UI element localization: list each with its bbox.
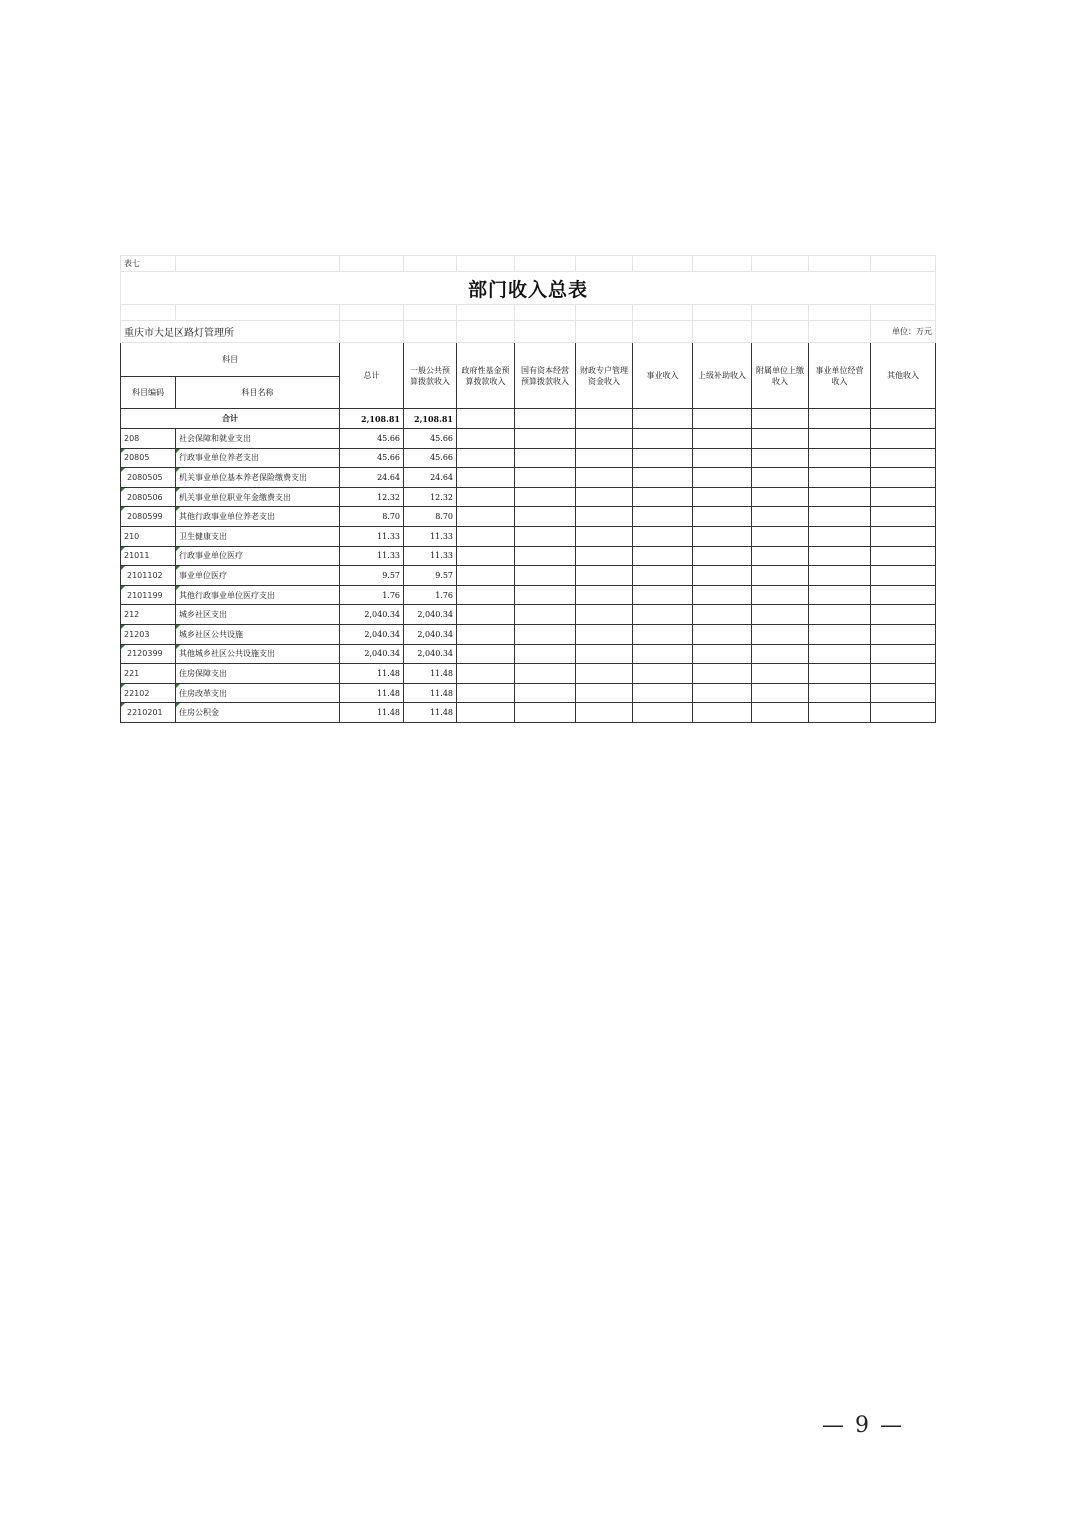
empty-cell (693, 468, 752, 488)
empty-cell (457, 605, 515, 625)
empty-cell (515, 703, 576, 723)
total-cell: 24.64 (340, 468, 404, 488)
empty-cell (633, 624, 693, 644)
table-row (121, 526, 936, 546)
subject-name-cell: 机关事业单位基本养老保险缴费支出 (176, 468, 340, 488)
empty-cell (515, 487, 576, 507)
table-row (121, 585, 936, 605)
total-cell: 45.66 (340, 448, 404, 468)
empty-cell (693, 507, 752, 527)
empty-cell (576, 507, 633, 527)
empty-cell (809, 566, 871, 586)
empty-cell (809, 507, 871, 527)
subject-name-cell: 城乡社区公共设施 (176, 624, 340, 644)
empty-cell (871, 664, 936, 684)
empty-cell (693, 546, 752, 566)
empty-cell (515, 448, 576, 468)
empty-cell (576, 605, 633, 625)
header-business: 事业收入 (633, 343, 693, 409)
empty-cell (693, 683, 752, 703)
revenue-sheet (120, 255, 935, 723)
empty-cell (752, 664, 809, 684)
empty-cell (693, 526, 752, 546)
total-cell: 2,040.34 (340, 605, 404, 625)
subject-code-cell: 2120399 (121, 644, 176, 664)
empty-cell (457, 468, 515, 488)
empty-cell (633, 507, 693, 527)
empty-cell (752, 683, 809, 703)
header-general-budget: 一般公共预算拨款收入 (404, 343, 457, 409)
subject-code-cell: 22102 (121, 683, 176, 703)
empty-cell (457, 624, 515, 644)
general-cell: 2,040.34 (404, 605, 457, 625)
empty-cell (752, 605, 809, 625)
header-state-capital: 国有资本经营预算拨款收入 (515, 343, 576, 409)
general-cell: 45.66 (404, 448, 457, 468)
subject-name-cell: 社会保障和就业支出 (176, 429, 340, 449)
empty-cell (457, 429, 515, 449)
empty-cell (515, 585, 576, 605)
table-row (121, 605, 936, 625)
table-row (121, 664, 936, 684)
empty-cell (693, 664, 752, 684)
empty-cell (693, 585, 752, 605)
subject-name-cell: 卫生健康支出 (176, 526, 340, 546)
total-cell: 2,040.34 (340, 624, 404, 644)
empty-cell (752, 448, 809, 468)
general-cell: 1.76 (404, 585, 457, 605)
subject-name-cell: 机关事业单位职业年金缴费支出 (176, 487, 340, 507)
header-superior-subsidy: 上级补助收入 (693, 343, 752, 409)
empty-cell (576, 703, 633, 723)
total-cell: 11.48 (340, 703, 404, 723)
total-cell: 11.48 (340, 683, 404, 703)
empty-cell (633, 585, 693, 605)
total-row (121, 409, 936, 429)
header-operating: 事业单位经营收入 (809, 343, 871, 409)
total-cell: 2,040.34 (340, 644, 404, 664)
table-row (121, 566, 936, 586)
empty-cell (871, 683, 936, 703)
empty-cell (633, 605, 693, 625)
empty-cell (633, 644, 693, 664)
empty-cell (457, 683, 515, 703)
empty-cell (576, 448, 633, 468)
empty-cell (576, 644, 633, 664)
empty-cell (752, 487, 809, 507)
table-row (121, 507, 936, 527)
subject-name-cell: 其他城乡社区公共设施支出 (176, 644, 340, 664)
general-cell: 24.64 (404, 468, 457, 488)
empty-cell (576, 566, 633, 586)
empty-cell (809, 487, 871, 507)
empty-cell (752, 703, 809, 723)
empty-cell (809, 624, 871, 644)
general-cell: 2,108.81 (404, 409, 457, 429)
subject-name-cell: 其他行政事业单位养老支出 (176, 507, 340, 527)
table-row (121, 468, 936, 488)
header-other: 其他收入 (871, 343, 936, 409)
empty-cell (752, 546, 809, 566)
subject-code-cell: 212 (121, 605, 176, 625)
empty-cell (576, 664, 633, 684)
empty-cell (515, 468, 576, 488)
subject-code-cell: 2101102 (121, 566, 176, 586)
empty-cell (752, 526, 809, 546)
total-cell: 8.70 (340, 507, 404, 527)
empty-cell (752, 468, 809, 488)
empty-cell (871, 448, 936, 468)
empty-cell (457, 487, 515, 507)
subject-code-cell: 210 (121, 526, 176, 546)
empty-cell (871, 566, 936, 586)
empty-cell (515, 429, 576, 449)
table-row (121, 487, 936, 507)
total-cell: 11.33 (340, 546, 404, 566)
empty-cell (515, 566, 576, 586)
empty-cell (752, 644, 809, 664)
empty-cell (871, 487, 936, 507)
table-row (121, 546, 936, 566)
subject-code-cell: 2080599 (121, 507, 176, 527)
empty-cell (693, 605, 752, 625)
general-cell: 45.66 (404, 429, 457, 449)
subject-code-cell: 21203 (121, 624, 176, 644)
subject-code-cell: 2080505 (121, 468, 176, 488)
header-subject-name: 科目名称 (176, 377, 340, 409)
empty-cell (809, 585, 871, 605)
empty-cell (633, 487, 693, 507)
empty-cell (809, 468, 871, 488)
organization-name: 重庆市大足区路灯管理所 (121, 321, 340, 343)
empty-cell (693, 487, 752, 507)
subject-name-cell: 住房公积金 (176, 703, 340, 723)
general-cell: 8.70 (404, 507, 457, 527)
table-row (121, 624, 936, 644)
empty-cell (515, 526, 576, 546)
general-cell: 11.48 (404, 664, 457, 684)
empty-cell (633, 546, 693, 566)
total-cell: 9.57 (340, 566, 404, 586)
empty-cell (871, 644, 936, 664)
empty-cell (633, 683, 693, 703)
empty-cell (515, 546, 576, 566)
header-subject-code: 科目编码 (121, 377, 176, 409)
subject-code-cell: 221 (121, 664, 176, 684)
empty-cell (693, 429, 752, 449)
subject-name-cell: 行政事业单位养老支出 (176, 448, 340, 468)
general-cell: 2,040.34 (404, 644, 457, 664)
total-cell: 11.33 (340, 526, 404, 546)
empty-cell (576, 546, 633, 566)
general-cell: 11.33 (404, 546, 457, 566)
empty-cell (809, 683, 871, 703)
general-cell: 9.57 (404, 566, 457, 586)
table-row (121, 644, 936, 664)
empty-cell (809, 429, 871, 449)
empty-cell (633, 448, 693, 468)
empty-cell (752, 429, 809, 449)
empty-cell (809, 526, 871, 546)
header-fiscal-special: 财政专户管理资金收入 (576, 343, 633, 409)
empty-cell (576, 526, 633, 546)
empty-cell (809, 703, 871, 723)
empty-cell (576, 624, 633, 644)
unit-label: 单位：万元 (871, 321, 936, 343)
empty-cell (693, 644, 752, 664)
general-cell: 2,040.34 (404, 624, 457, 644)
empty-cell (457, 664, 515, 684)
empty-cell (809, 664, 871, 684)
empty-cell (457, 585, 515, 605)
empty-cell (809, 448, 871, 468)
subject-name-cell: 行政事业单位医疗 (176, 546, 340, 566)
empty-cell (457, 448, 515, 468)
empty-cell (633, 664, 693, 684)
total-cell: 11.48 (340, 664, 404, 684)
empty-cell (576, 468, 633, 488)
empty-cell (752, 624, 809, 644)
empty-cell (633, 703, 693, 723)
subject-name-cell: 其他行政事业单位医疗支出 (176, 585, 340, 605)
subject-code-cell: 20805 (121, 448, 176, 468)
header-subject: 科目 (121, 343, 340, 377)
empty-cell (809, 605, 871, 625)
subject-code-cell: 2210201 (121, 703, 176, 723)
empty-cell (515, 683, 576, 703)
subject-code-cell: 2080506 (121, 487, 176, 507)
empty-cell (457, 566, 515, 586)
empty-cell (809, 546, 871, 566)
empty-cell (693, 624, 752, 644)
subject-code-cell: 208 (121, 429, 176, 449)
empty-cell (752, 507, 809, 527)
empty-cell (871, 468, 936, 488)
subject-code-cell: 2101199 (121, 585, 176, 605)
subject-name-cell: 住房保障支出 (176, 664, 340, 684)
empty-cell (576, 487, 633, 507)
empty-cell (752, 566, 809, 586)
empty-cell (871, 546, 936, 566)
empty-cell (693, 566, 752, 586)
empty-cell (515, 605, 576, 625)
empty-cell (457, 703, 515, 723)
empty-cell (871, 526, 936, 546)
empty-cell (457, 507, 515, 527)
empty-cell (871, 703, 936, 723)
empty-cell (871, 585, 936, 605)
table-row (121, 448, 936, 468)
empty-cell (633, 429, 693, 449)
empty-cell (752, 585, 809, 605)
empty-cell (809, 644, 871, 664)
empty-cell (871, 624, 936, 644)
empty-cell (576, 683, 633, 703)
table-title: 部门收入总表 (121, 272, 936, 305)
total-cell: 12.32 (340, 487, 404, 507)
empty-cell (515, 644, 576, 664)
general-cell: 11.48 (404, 683, 457, 703)
subject-code-cell: 21011 (121, 546, 176, 566)
table-row (121, 703, 936, 723)
general-cell: 12.32 (404, 487, 457, 507)
empty-cell (515, 664, 576, 684)
general-cell: 11.48 (404, 703, 457, 723)
empty-cell (457, 526, 515, 546)
empty-cell (457, 546, 515, 566)
header-gov-fund: 政府性基金预算拨款收入 (457, 343, 515, 409)
page-number: — 9 — (822, 1413, 904, 1438)
empty-cell (693, 703, 752, 723)
empty-cell (871, 429, 936, 449)
total-cell: 2,108.81 (340, 409, 404, 429)
empty-cell (515, 507, 576, 527)
header-total: 总计 (340, 343, 404, 409)
total-cell: 1.76 (340, 585, 404, 605)
empty-cell (693, 448, 752, 468)
header-affiliated: 附属单位上缴收入 (752, 343, 809, 409)
empty-cell (633, 526, 693, 546)
total-label: 合计 (121, 409, 340, 429)
table-number: 表七 (121, 256, 176, 272)
empty-cell (633, 468, 693, 488)
empty-cell (576, 429, 633, 449)
general-cell: 11.33 (404, 526, 457, 546)
empty-cell (871, 507, 936, 527)
table-row (121, 429, 936, 449)
empty-cell (576, 585, 633, 605)
empty-cell (871, 605, 936, 625)
empty-cell (515, 624, 576, 644)
subject-name-cell: 事业单位医疗 (176, 566, 340, 586)
total-cell: 45.66 (340, 429, 404, 449)
revenue-table (120, 255, 936, 723)
empty-cell (457, 644, 515, 664)
empty-cell (633, 566, 693, 586)
table-row (121, 683, 936, 703)
subject-name-cell: 住房改革支出 (176, 683, 340, 703)
subject-name-cell: 城乡社区支出 (176, 605, 340, 625)
